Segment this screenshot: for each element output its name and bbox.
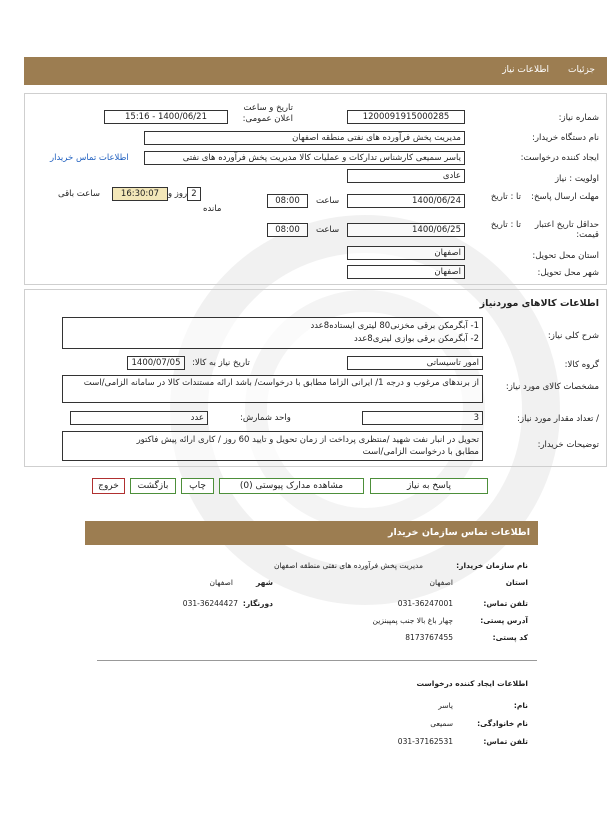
days-remaining-label: مانده	[203, 204, 222, 214]
contact-city-value: اصفهان	[209, 578, 233, 587]
contact-header	[85, 521, 538, 545]
contact-province-label: استان	[505, 578, 528, 587]
buyer-org-field: مدیریت پخش فرآورده های نفتی منطقه اصفهان	[144, 131, 465, 145]
buyer-notes-line-2: مطابق با درخواست الزامی/است	[362, 447, 479, 457]
creator-phone-label: تلفن تماس:	[483, 737, 528, 746]
deadline-date-field: 1400/06/24	[347, 194, 465, 208]
contact-divider	[97, 660, 537, 661]
need-number-label: شماره نیاز:	[558, 113, 599, 123]
contact-address-label: آدرس پستی:	[480, 616, 528, 625]
deadline-to-date-label: تا : تاریخ	[490, 192, 521, 202]
contact-postal-label: کد پستی:	[492, 633, 528, 642]
qty-field: 3	[362, 411, 483, 425]
province-field: اصفهان	[347, 246, 465, 260]
priority-label: اولویت : نیاز	[554, 174, 599, 184]
need-date-label: تاریخ نیاز به کالا:	[192, 358, 250, 368]
city-label: شهر محل تحویل:	[537, 268, 599, 278]
priority-field: عادی	[347, 169, 465, 183]
min-validity-label: حداقل تاریخ اعتبار قیمت:	[534, 220, 599, 240]
countdown-field: 16:30:07	[112, 187, 168, 201]
creator-last-name-value: سمیعی	[430, 719, 453, 728]
creator-section-title: اطلاعات ایجاد کننده درخواست	[416, 679, 528, 688]
goods-group-field: امور تاسیساتی	[347, 356, 483, 370]
back-button[interactable]: بازگشت	[130, 478, 176, 494]
goods-section-title: اطلاعات کالاهای موردنیاز	[479, 298, 599, 309]
contact-city-label: شهر	[256, 578, 273, 587]
goods-desc-field	[62, 317, 483, 349]
contact-fax-value: 031-36244427	[182, 599, 238, 608]
city-field: اصفهان	[347, 265, 465, 279]
goods-desc-line-2: 2- آبگرمکن برقی بوازی لیتری8عدد	[353, 334, 479, 344]
days-field: 2	[187, 187, 201, 201]
goods-group-label: گروه کالا:	[564, 360, 599, 370]
creator-first-name-label: نام:	[513, 701, 528, 710]
buyer-contact-link[interactable]: اطلاعات تماس خریدار	[50, 153, 129, 163]
attachments-button[interactable]: مشاهده مدارک پیوستی (0)	[219, 478, 364, 494]
contact-org-label: نام سازمان خریدار:	[456, 561, 528, 570]
countdown-label: ساعت باقی	[58, 189, 100, 199]
validity-date-field: 1400/06/25	[347, 223, 465, 237]
creator-last-name-label: نام خانوادگی:	[477, 719, 528, 728]
contact-org-value: مدیریت پخش فرآورده های نفتی منطقه اصفهان	[274, 561, 423, 570]
qty-label: / تعداد مقدار مورد نیاز:	[517, 414, 599, 424]
contact-postal-value: 8173767455	[405, 633, 453, 642]
validity-to-date-label: تا : تاریخ	[490, 220, 521, 230]
buyer-notes-label: توضیحات خریدار:	[537, 440, 599, 450]
buyer-notes-line-1: تحویل در انبار نفت شهید /منتظری پرداخت از زمان تحویل و تایید 60 روز / کاری ارائه پیش فاکتور	[136, 435, 479, 445]
tab-need-info[interactable]: اطلاعات نیاز	[502, 65, 549, 75]
reply-button[interactable]: پاسخ به نیاز	[370, 478, 488, 494]
deadline-time-label: ساعت	[316, 196, 340, 206]
contact-fax-label: دورنگار:	[242, 599, 273, 608]
creator-field: یاسر سمیعی کارشناس تدارکات و عملیات کالا مدیریت پخش فرآورده های نفتی	[144, 151, 465, 165]
specs-field: از برندهای مرغوب و درجه 1/ ایرانی الزاما مطابق با درخواست/ باشد ارائه مستندات کالا در سامانه الزامی/است	[62, 375, 483, 403]
creator-phone-value: 031-37162531	[397, 737, 453, 746]
buyer-notes-field	[62, 431, 483, 461]
creator-label: ایجاد کننده درخواست:	[520, 153, 599, 163]
exit-button[interactable]: خروج	[92, 478, 125, 494]
validity-time-field: 08:00	[267, 223, 308, 237]
need-date-field: 1400/07/05	[127, 356, 185, 370]
announce-field: 1400/06/21 - 15:16	[104, 110, 228, 124]
top-bar	[24, 57, 607, 85]
contact-title: اطلاعات تماس سازمان خریدار	[387, 527, 530, 538]
unit-label: واحد شمارش:	[240, 413, 291, 423]
deadline-label: مهلت ارسال پاسخ:	[531, 192, 599, 202]
goods-desc-line-1: 1- آبگرمکن برقی مخزنی80 لیتری ایستاده8عدد	[310, 321, 479, 331]
tab-details[interactable]: جزئیات	[568, 65, 595, 75]
validity-time-label: ساعت	[316, 225, 340, 235]
contact-address-value: چهار باغ بالا جنب پمپبنزین	[372, 616, 453, 625]
need-number-field: 1200091915000285	[347, 110, 465, 124]
deadline-time-field: 08:00	[267, 194, 308, 208]
goods-desc-label: شرح کلی نیاز:	[547, 331, 599, 341]
contact-province-value: اصفهان	[429, 578, 453, 587]
buyer-org-label: نام دستگاه خریدار:	[532, 133, 599, 143]
contact-phone-value: 031-36247001	[397, 599, 453, 608]
unit-field: عدد	[70, 411, 208, 425]
specs-label: مشخصات کالای مورد نیاز:	[505, 382, 599, 392]
creator-first-name-value: یاسر	[438, 701, 453, 710]
announce-label: تاریخ و ساعت اعلان عمومی:	[242, 103, 293, 124]
contact-phone-label: تلفن تماس:	[483, 599, 528, 608]
province-label: استان محل تحویل:	[532, 251, 599, 261]
days-label: روز و	[168, 189, 188, 199]
print-button[interactable]: چاپ	[181, 478, 214, 494]
